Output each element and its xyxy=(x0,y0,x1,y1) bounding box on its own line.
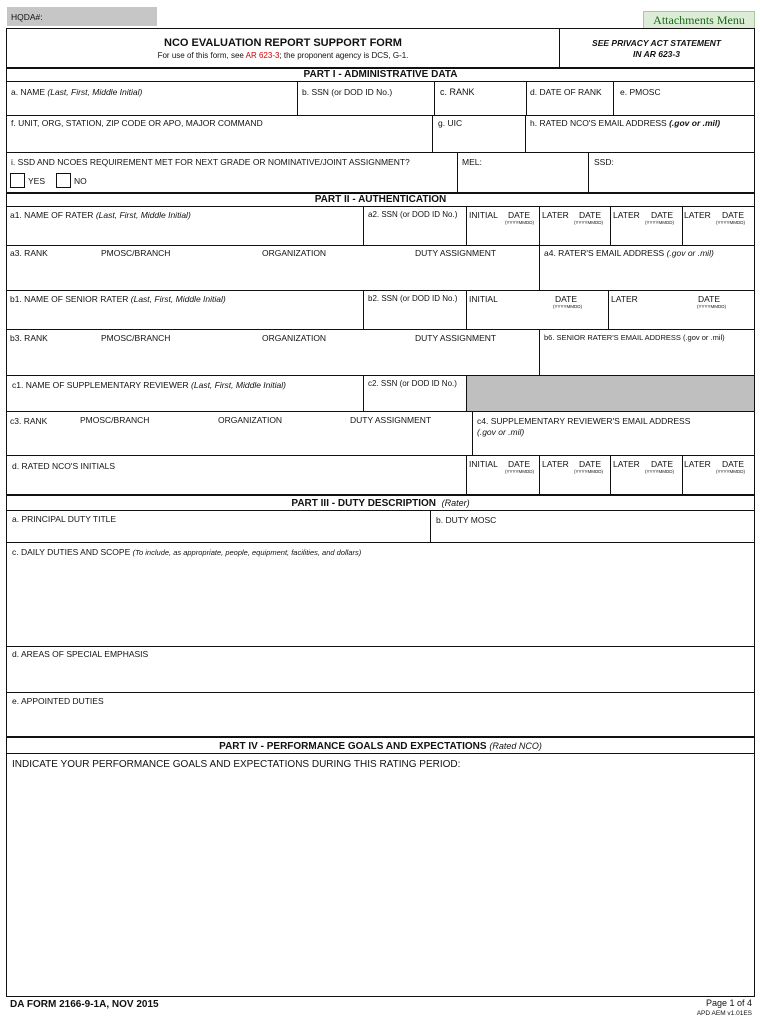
yes-checkbox[interactable] xyxy=(10,173,25,188)
senior-rater-initial-date-format: (YYYYMMDD) xyxy=(553,304,582,309)
ssd-question: i. SSD AND NCOES REQUIREMENT MET FOR NEXT GRADE OR NOMINATIVE/JOINT ASSIGNMENT? xyxy=(11,157,410,167)
rated-initial-label: INITIAL xyxy=(469,459,498,469)
rater-initial-label: INITIAL xyxy=(469,210,498,220)
rater-later2-date-label: DATE xyxy=(651,210,674,220)
shaded-unused-area xyxy=(467,376,754,411)
mel-label: MEL: xyxy=(462,157,482,167)
rater-initial-date-format: (YYYYMMDD) xyxy=(505,220,534,225)
version-label: APD AEM v1.01ES xyxy=(696,1010,752,1017)
rater-name-label: a1. NAME OF RATER (Last, First, Middle Initial) xyxy=(10,210,191,220)
rater-rank-label: a3. RANK xyxy=(10,248,48,258)
subtitle-suffix: ; the proponent agency is DCS, G-1. xyxy=(279,51,409,60)
form-subtitle xyxy=(7,51,559,60)
performance-goals-instruction: INDICATE YOUR PERFORMANCE GOALS AND EXPECTATIONS DURING THIS RATING PERIOD: xyxy=(12,759,461,770)
senior-rater-duty-assignment-label: DUTY ASSIGNMENT xyxy=(415,333,497,343)
rater-later2-date-format: (YYYYMMDD) xyxy=(645,220,674,225)
attachments-menu-label: Attachments Menu xyxy=(653,13,745,27)
senior-rater-ssn-label: b2. SSN (or DOD ID No.) xyxy=(368,294,458,303)
rated-ssn-label: b. SSN (or DOD ID No.) xyxy=(302,87,393,97)
yes-label: YES xyxy=(28,176,46,186)
privacy-act-statement xyxy=(560,38,753,60)
date-of-rank-label: d. DATE OF RANK xyxy=(530,87,602,97)
hqda-label: HQDA#: xyxy=(11,12,43,22)
no-label: NO xyxy=(74,176,87,186)
senior-rater-later-date-format: (YYYYMMDD) xyxy=(697,304,726,309)
attachments-menu-button[interactable] xyxy=(643,11,755,29)
rated-initials-label: d. RATED NCO'S INITIALS xyxy=(12,461,116,471)
privacy-line-2: IN AR 623-3 xyxy=(633,49,680,59)
rater-duty-assignment-label: DUTY ASSIGNMENT xyxy=(415,248,497,258)
rated-initial-date-format: (YYYYMMDD) xyxy=(505,469,534,474)
rater-later3-date-format: (YYYYMMDD) xyxy=(716,220,745,225)
rated-later1-date-label: DATE xyxy=(579,459,602,469)
rater-pmosc-label: PMOSC/BRANCH xyxy=(101,248,171,258)
rater-later1-date-format: (YYYYMMDD) xyxy=(574,220,603,225)
page-number: Page 1 of 4 xyxy=(705,998,752,1008)
supp-reviewer-email-label-1: c4. SUPPLEMENTARY REVIEWER'S EMAIL ADDRESS xyxy=(477,416,691,426)
performance-goals-field[interactable] xyxy=(7,754,754,994)
appointed-duties-label: e. APPOINTED DUTIES xyxy=(12,696,104,706)
form-title: NCO EVALUATION REPORT SUPPORT FORM xyxy=(164,37,402,49)
daily-duties-label: c. DAILY DUTIES AND SCOPE (To include, as appropriate, people, equipment, facilities, and dollars) xyxy=(12,547,362,557)
rater-email-label: a4. RATER'S EMAIL ADDRESS (.gov or .mil) xyxy=(544,248,714,258)
principal-duty-title-label: a. PRINCIPAL DUTY TITLE xyxy=(12,514,117,524)
rater-organization-label: ORGANIZATION xyxy=(262,248,327,258)
part1-title: PART I - ADMINISTRATIVE DATA xyxy=(303,69,458,80)
form-id: DA FORM 2166-9-1A, NOV 2015 xyxy=(10,999,159,1010)
supp-reviewer-email-label-2: (.gov or .mil) xyxy=(477,427,525,437)
senior-rater-pmosc-label: PMOSC/BRANCH xyxy=(101,333,171,343)
no-checkbox[interactable] xyxy=(56,173,71,188)
supp-reviewer-ssn-label: c2. SSN (or DOD ID No.) xyxy=(368,379,457,388)
part2-title: PART II - AUTHENTICATION xyxy=(314,194,447,205)
rated-later1-label: LATER xyxy=(542,459,569,469)
part4-title: PART IV - PERFORMANCE GOALS AND EXPECTATIONS (Rated NCO) xyxy=(219,741,542,752)
senior-rater-later-label: LATER xyxy=(611,294,638,304)
supp-reviewer-name-label: c1. NAME OF SUPPLEMENTARY REVIEWER (Last, First, Middle Initial) xyxy=(12,380,286,390)
supp-reviewer-rank-label: c3. RANK xyxy=(10,416,48,426)
senior-rater-organization-label: ORGANIZATION xyxy=(262,333,327,343)
subtitle-prefix: For use of this form, see xyxy=(157,51,246,60)
unit-label: f. UNIT, ORG, STATION, ZIP CODE OR APO, MAJOR COMMAND xyxy=(11,118,263,128)
senior-rater-email-label: b6. SENIOR RATER'S EMAIL ADDRESS (.gov or .mil) xyxy=(544,333,725,342)
rated-later3-label: LATER xyxy=(684,459,711,469)
part3-title: PART III - DUTY DESCRIPTION (Rater) xyxy=(291,498,470,509)
rated-rank-label: c. RANK xyxy=(440,87,475,97)
ssd-label: SSD: xyxy=(594,157,614,167)
rated-name-label: a. NAME (Last, First, Middle Initial) xyxy=(11,87,143,97)
rater-later2-label: LATER xyxy=(613,210,640,220)
senior-rater-name-label: b1. NAME OF SENIOR RATER (Last, First, Middle Initial) xyxy=(10,294,226,304)
senior-rater-rank-label: b3. RANK xyxy=(10,333,48,343)
daily-duties-field[interactable] xyxy=(7,543,754,646)
rated-later3-date-label: DATE xyxy=(722,459,745,469)
uic-label: g. UIC xyxy=(438,118,463,128)
senior-rater-initial-label: INITIAL xyxy=(469,294,498,304)
senior-rater-later-date-label: DATE xyxy=(698,294,721,304)
rater-later1-label: LATER xyxy=(542,210,569,220)
rated-email-label: h. RATED NCO'S EMAIL ADDRESS (.gov or .mil) xyxy=(530,118,721,128)
rated-later2-label: LATER xyxy=(613,459,640,469)
pmosc-label: e. PMOSC xyxy=(620,87,661,97)
rater-later3-date-label: DATE xyxy=(722,210,745,220)
rated-later2-date-format: (YYYYMMDD) xyxy=(645,469,674,474)
rater-initial-date-label: DATE xyxy=(508,210,531,220)
special-emphasis-label: d. AREAS OF SPECIAL EMPHASIS xyxy=(12,649,149,659)
ar-623-3-link[interactable]: AR 623-3 xyxy=(245,51,280,60)
duty-mosc-label: b. DUTY MOSC xyxy=(436,515,497,525)
rated-later2-date-label: DATE xyxy=(651,459,674,469)
rated-later1-date-format: (YYYYMMDD) xyxy=(574,469,603,474)
appointed-duties-field[interactable] xyxy=(7,693,754,736)
supp-reviewer-pmosc-label: PMOSC/BRANCH xyxy=(80,415,150,425)
senior-rater-initial-date-label: DATE xyxy=(555,294,578,304)
privacy-line-1: SEE PRIVACY ACT STATEMENT xyxy=(592,38,721,48)
rated-initial-date-label: DATE xyxy=(508,459,531,469)
supp-reviewer-organization-label: ORGANIZATION xyxy=(218,415,283,425)
rater-later1-date-label: DATE xyxy=(579,210,602,220)
rated-later3-date-format: (YYYYMMDD) xyxy=(716,469,745,474)
supp-reviewer-duty-assignment-label: DUTY ASSIGNMENT xyxy=(350,415,432,425)
rater-later3-label: LATER xyxy=(684,210,711,220)
rater-ssn-label: a2. SSN (or DOD ID No.) xyxy=(368,210,458,219)
